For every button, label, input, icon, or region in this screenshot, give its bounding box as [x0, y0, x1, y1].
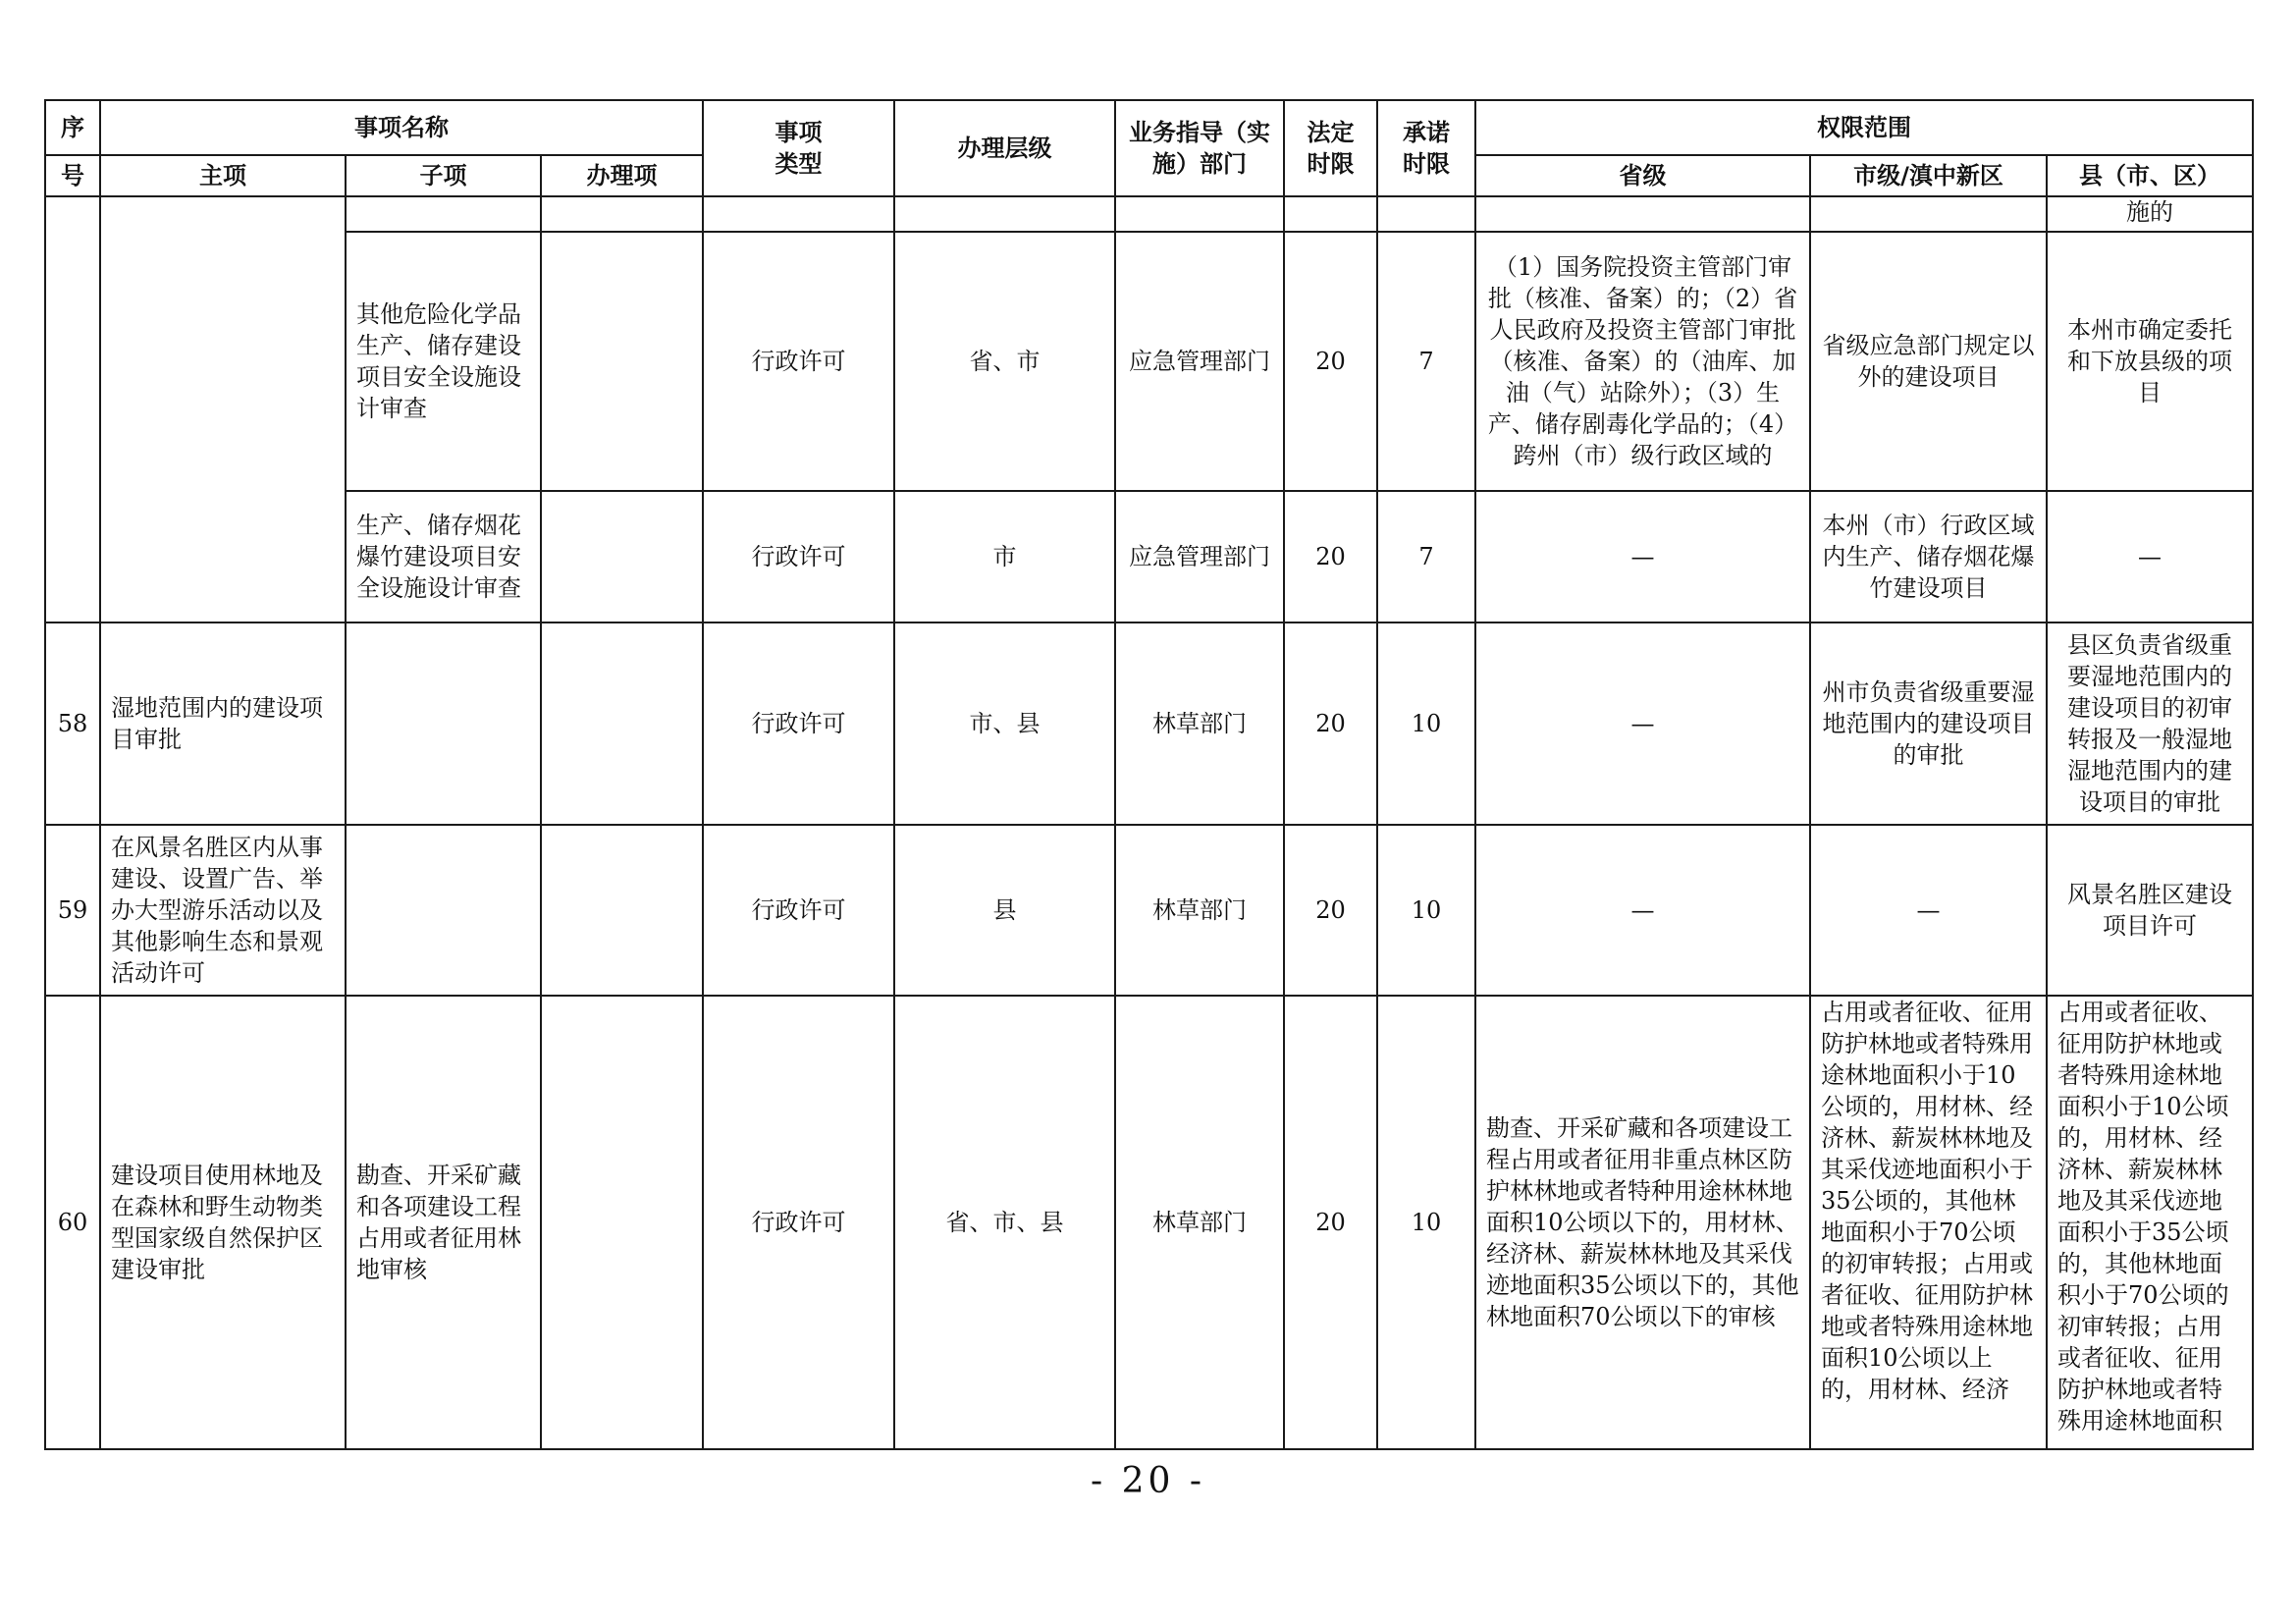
cell-legal: 20 — [1284, 491, 1377, 623]
cell-level: 省、市 — [894, 232, 1115, 491]
cell-seq: 58 — [45, 623, 100, 825]
table-row — [45, 491, 2253, 623]
cell-dept: 林草部门 — [1115, 623, 1284, 825]
cell-promise: 10 — [1377, 825, 1475, 996]
cell-handling — [541, 196, 703, 232]
cell-province: （1）国务院投资主管部门审批（核准、备案）的；（2）省人民政府及投资主管部门审批（核准、备案）的（油库、加油（气）站除外）；（3）生产、储存剧毒化学品的；（4）跨州（市）级行政区域的 — [1475, 232, 1810, 491]
cell-county: 施的 — [2047, 196, 2253, 232]
cell-legal: 20 — [1284, 996, 1377, 1449]
cell-sub: 勘查、开采矿藏和各项建设工程占用或者征用林地审核 — [346, 996, 541, 1449]
cell-city — [1810, 196, 2047, 232]
cell-promise: 10 — [1377, 996, 1475, 1449]
cell-sub — [346, 196, 541, 232]
header-legal-limit: 法定 时限 — [1284, 100, 1377, 196]
permission-table — [44, 99, 2254, 1450]
table-body — [45, 196, 2253, 1449]
cell-city: 省级应急部门规定以外的建设项目 — [1810, 232, 2047, 491]
table-header — [45, 100, 2253, 196]
cell-promise — [1377, 196, 1475, 232]
cell-promise: 7 — [1377, 491, 1475, 623]
cell-seq: 60 — [45, 996, 100, 1449]
cell-dept — [1115, 196, 1284, 232]
header-dept: 业务指导（实 施）部门 — [1115, 100, 1284, 196]
cell-province: — — [1475, 825, 1810, 996]
cell-type — [703, 196, 894, 232]
cell-city: 本州（市）行政区域内生产、储存烟花爆竹建设项目 — [1810, 491, 2047, 623]
header-promise-limit: 承诺 时限 — [1377, 100, 1475, 196]
table-row — [45, 825, 2253, 996]
cell-county: 风景名胜区建设项目许可 — [2047, 825, 2253, 996]
header-seq: 序 — [45, 100, 100, 155]
cell-promise: 7 — [1377, 232, 1475, 491]
cell-handling — [541, 491, 703, 623]
cell-handling — [541, 623, 703, 825]
header-handling-item: 办理项 — [541, 155, 703, 196]
cell-level: 市 — [894, 491, 1115, 623]
cell-handling — [541, 825, 703, 996]
header-level: 办理层级 — [894, 100, 1115, 196]
cell-type: 行政许可 — [703, 491, 894, 623]
cell-type: 行政许可 — [703, 232, 894, 491]
cell-dept: 应急管理部门 — [1115, 491, 1284, 623]
cell-county: — — [2047, 491, 2253, 623]
header-item-name: 事项名称 — [100, 100, 703, 155]
cell-dept: 林草部门 — [1115, 996, 1284, 1449]
cell-province: — — [1475, 623, 1810, 825]
cell-main: 在风景名胜区内从事建设、设置广告、举办大型游乐活动以及其他影响生态和景观活动许可 — [100, 825, 346, 996]
cell-legal: 20 — [1284, 232, 1377, 491]
cell-sub: 生产、储存烟花爆竹建设项目安全设施设计审查 — [346, 491, 541, 623]
cell-seq: 59 — [45, 825, 100, 996]
cell-county: 本州市确定委托和下放县级的项目 — [2047, 232, 2253, 491]
cell-main: 建设项目使用林地及在森林和野生动物类型国家级自然保护区建设审批 — [100, 996, 346, 1449]
cell-dept: 林草部门 — [1115, 825, 1284, 996]
cell-level — [894, 196, 1115, 232]
cell-handling — [541, 232, 703, 491]
cell-legal: 20 — [1284, 623, 1377, 825]
cell-level: 省、市、县 — [894, 996, 1115, 1449]
cell-dept: 应急管理部门 — [1115, 232, 1284, 491]
cell-sub — [346, 825, 541, 996]
cell-main: 湿地范围内的建设项目审批 — [100, 623, 346, 825]
cell-city: 州市负责省级重要湿地范围内的建设项目的审批 — [1810, 623, 2047, 825]
table-row — [45, 623, 2253, 825]
header-seq-bottom: 号 — [45, 155, 100, 196]
cell-level: 县 — [894, 825, 1115, 996]
header-main-item: 主项 — [100, 155, 346, 196]
page-number: - 20 - — [1090, 1461, 1206, 1501]
header-item-type: 事项 类型 — [703, 100, 894, 196]
cell-county: 县区负责省级重要湿地范围内的建设项目的初审转报及一般湿地湿地范围内的建设项目的审批 — [2047, 623, 2253, 825]
cell-sub: 其他危险化学品生产、储存建设项目安全设施设计审查 — [346, 232, 541, 491]
header-province: 省级 — [1475, 155, 1810, 196]
cell-seq — [45, 196, 100, 623]
cell-city: — — [1810, 825, 2047, 996]
table-row — [45, 232, 2253, 491]
cell-province — [1475, 196, 1810, 232]
header-scope: 权限范围 — [1475, 100, 2253, 155]
header-county: 县（市、区） — [2047, 155, 2253, 196]
cell-county: 占用或者征收、征用防护林地或者特殊用途林地面积小于10公顷的，用材林、经济林、薪炭林林地及其采伐迹地面积小于35公顷的，其他林地面积小于70公顷的初审转报；占用或者征收、征用防护林地或者特殊用途林地面积 — [2047, 996, 2253, 1449]
cell-city: 占用或者征收、征用防护林地或者特殊用途林地面积小于10公顷的，用材林、经济林、薪炭林林地及其采伐迹地面积小于35公顷的，其他林地面积小于70公顷的初审转报；占用或者征收、征用防护林地或者特殊用途林地面积10公顷以上的，用材林、经济 — [1810, 996, 2047, 1449]
cell-type: 行政许可 — [703, 825, 894, 996]
table-row — [45, 996, 2253, 1449]
cell-level: 市、县 — [894, 623, 1115, 825]
cell-main — [100, 196, 346, 623]
cell-promise: 10 — [1377, 623, 1475, 825]
cell-province: 勘查、开采矿藏和各项建设工程占用或者征用非重点林区防护林林地或者特种用途林林地面积10公顷以下的，用材林、经济林、薪炭林林地及其采伐迹地面积35公顷以下的，其他林地面积70公顷以下的审核 — [1475, 996, 1810, 1449]
cell-legal — [1284, 196, 1377, 232]
cell-province: — — [1475, 491, 1810, 623]
table-row — [45, 196, 2253, 232]
cell-sub — [346, 623, 541, 825]
header-city: 市级/滇中新区 — [1810, 155, 2047, 196]
cell-legal: 20 — [1284, 825, 1377, 996]
header-sub-item: 子项 — [346, 155, 541, 196]
cell-handling — [541, 996, 703, 1449]
cell-type: 行政许可 — [703, 996, 894, 1449]
cell-type: 行政许可 — [703, 623, 894, 825]
